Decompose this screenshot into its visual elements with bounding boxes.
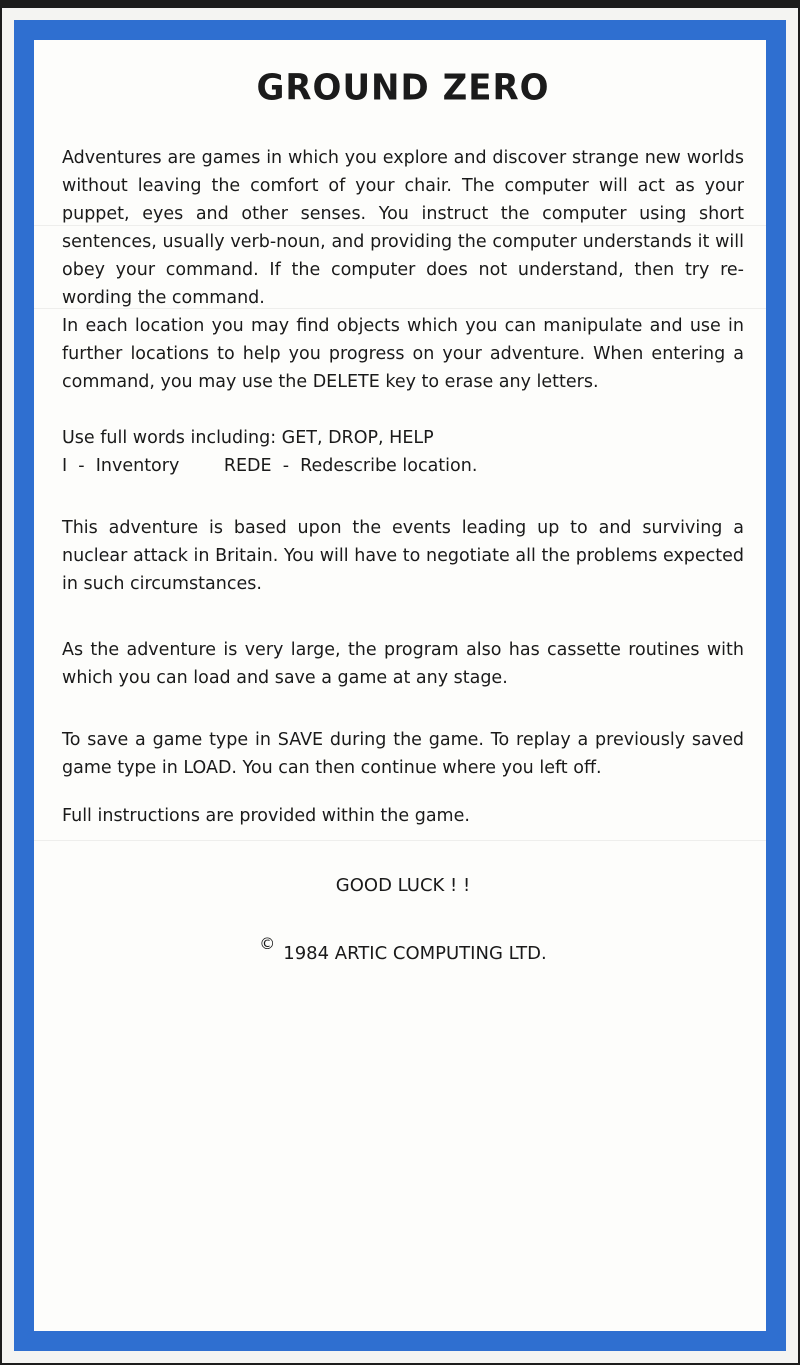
instruction-sheet [2,8,798,1363]
copyright-symbol: © [259,934,276,953]
inventory-line: I - Inventory REDE - Redescribe location. [62,456,478,476]
intro-paragraph: Adventures are games in which you explore and discover strange new worlds without leaving the comfort of your chair. The computer will act as your puppet, eyes and other senses. You instruct the computer using short sentences, usually verb-noun, and providing the computer understands it will obey your command. If the computer does not understand, then try re-wording the command. [62,148,744,308]
instructions-paragraph: Full instructions are provided within the game. [62,806,470,826]
document-title: GROUND ZERO [256,67,550,109]
fold-line [34,840,766,841]
paper-panel [34,40,766,1331]
commands-line: Use full words including: GET, DROP, HELP [62,428,434,448]
copyright-line [62,930,744,968]
blue-border-frame [14,20,786,1351]
good-luck-text: GOOD LUCK ! ! [335,875,471,896]
copyright-text: 1984 ARTIC COMPUTING LTD. [283,943,547,964]
save-load-paragraph: To save a game type in SAVE during the game. To replay a previously saved game type in LOAD. You can then continue where you left off. [62,730,744,778]
premise-paragraph: This adventure is based upon the events leading up to and surviving a nuclear attack in Britain. You will have to negotiate all the problems expected in such circumstances. [62,518,744,594]
objects-paragraph: In each location you may find objects which you can manipulate and use in further locations to help you progress on your adventure. When entering a command, you may use the DELETE key to erase any letters. [62,316,744,392]
cassette-paragraph: As the adventure is very large, the program also has cassette routines with which you can load and save a game at any stage. [62,640,744,688]
